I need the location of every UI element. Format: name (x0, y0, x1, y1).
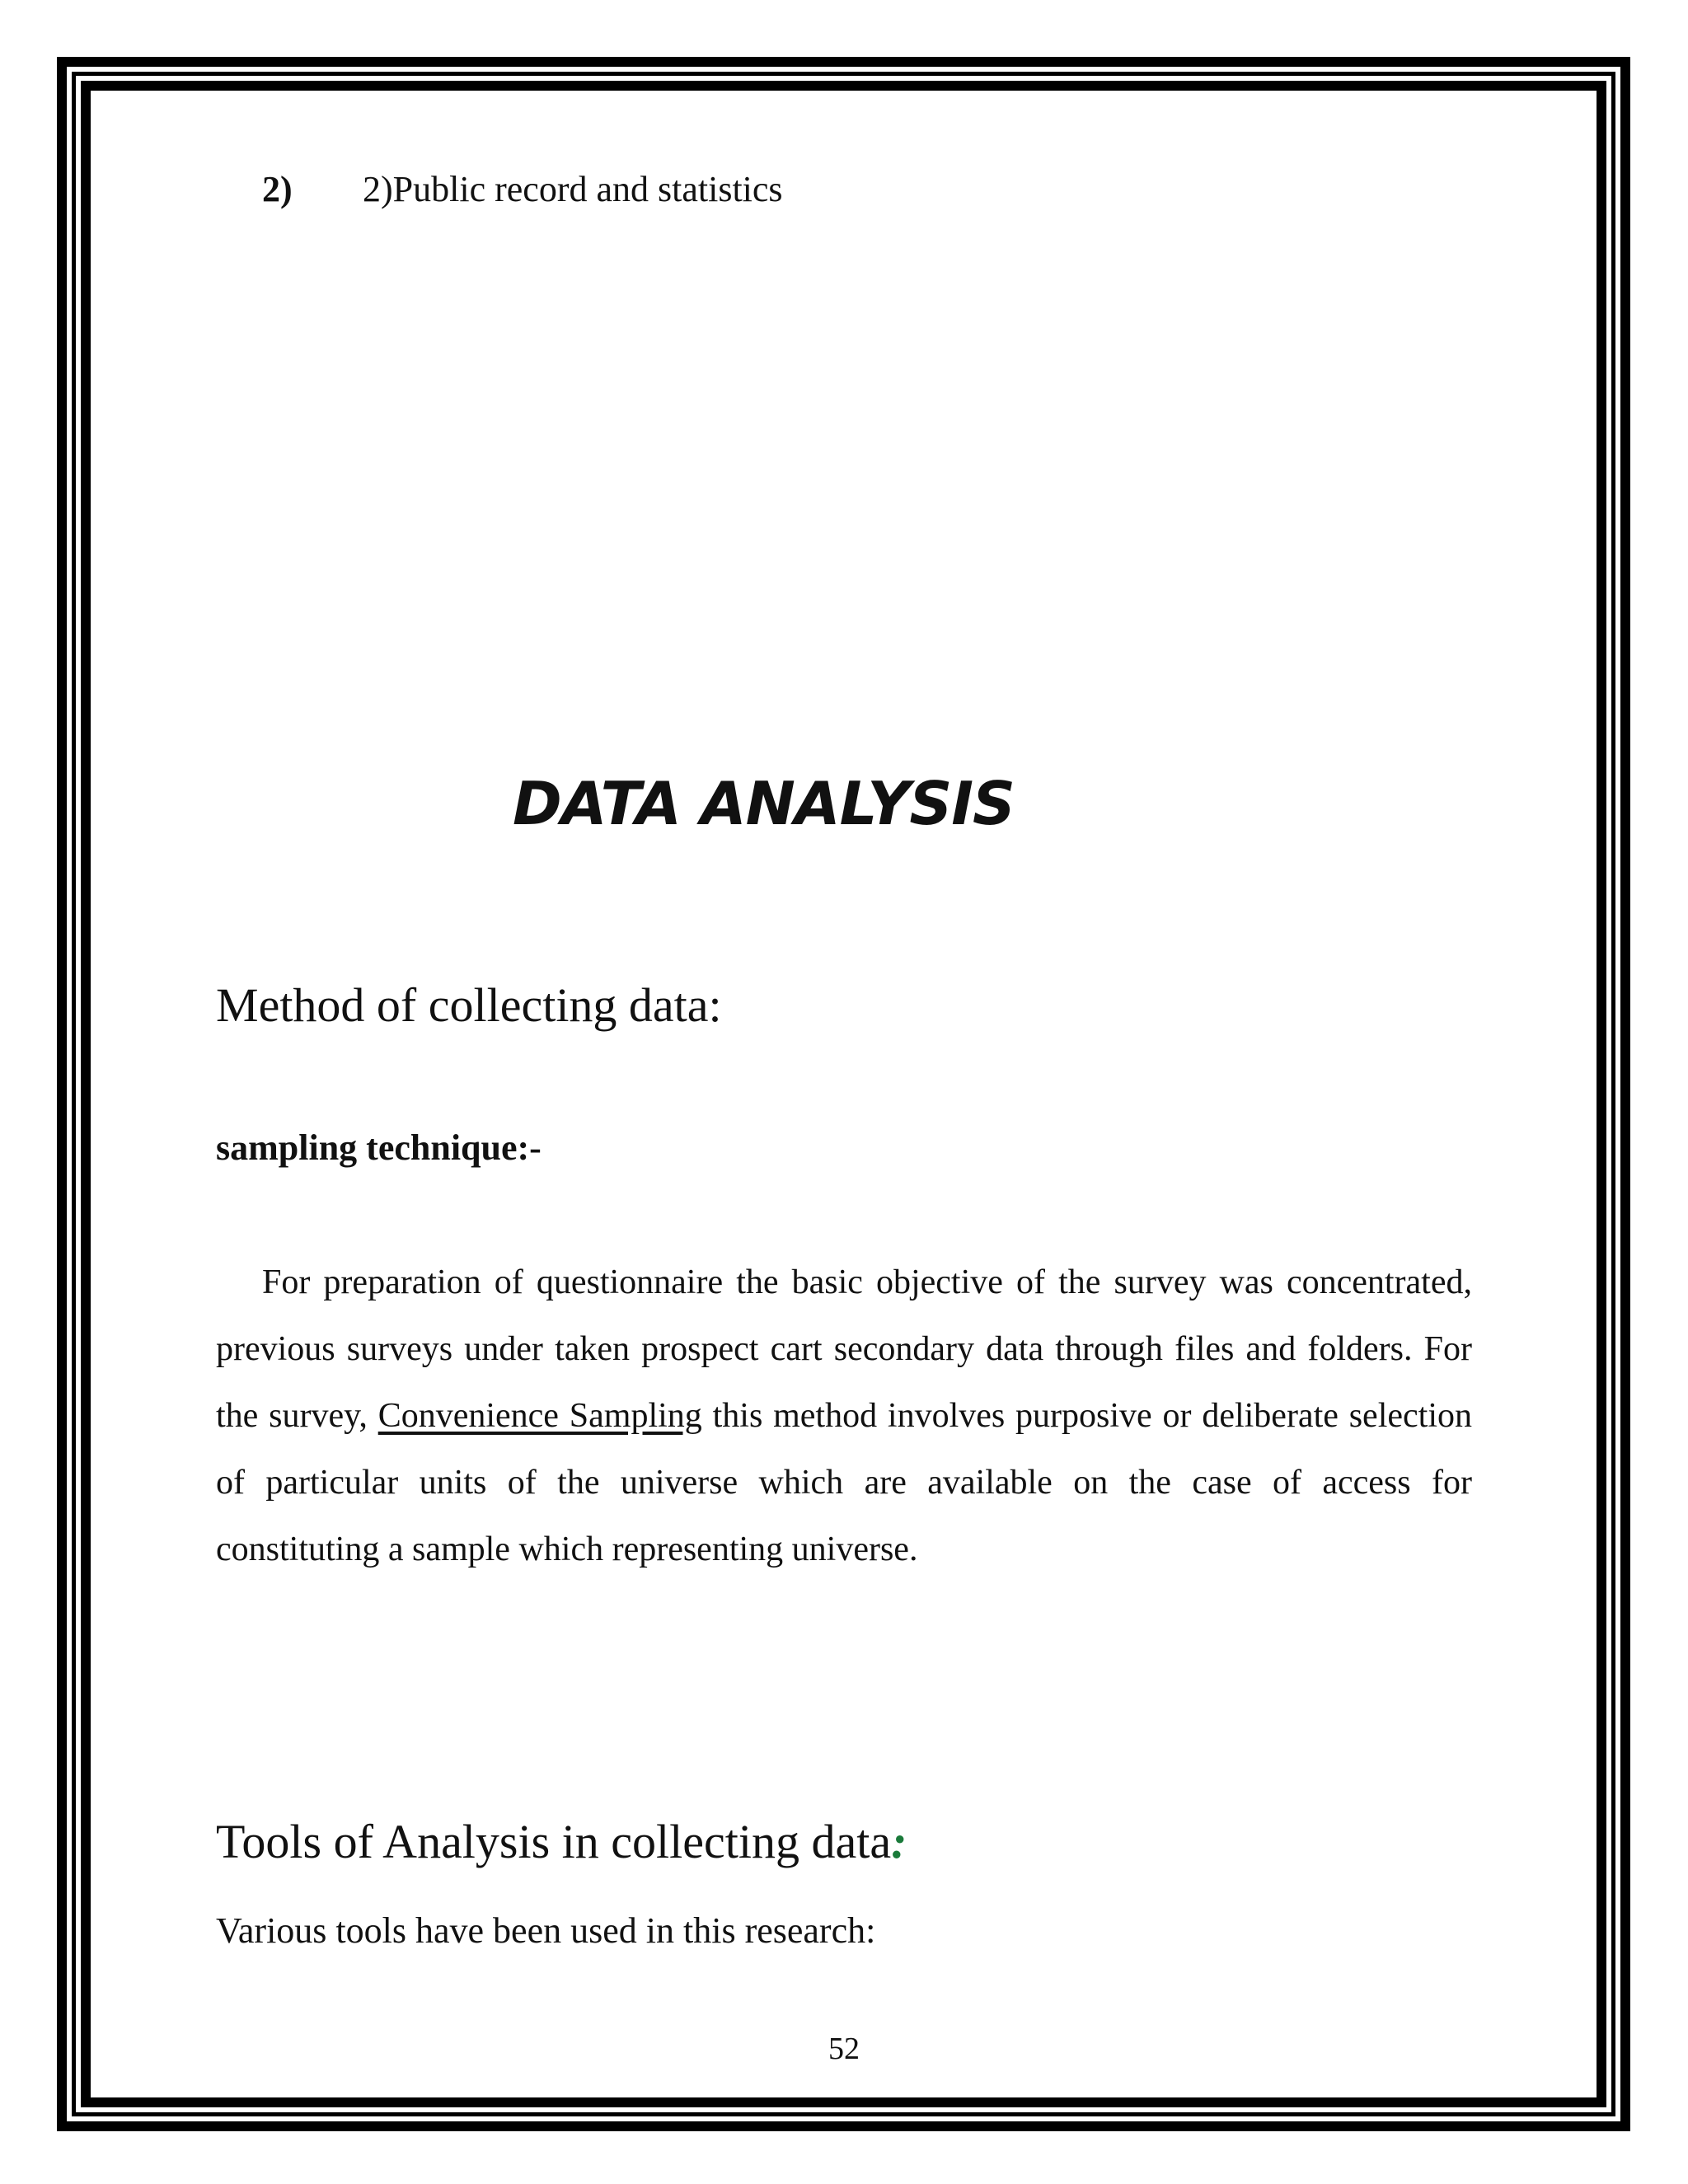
tools-intro-line: Various tools have been used in this research: (216, 1910, 876, 1951)
section-heading-tools (216, 1813, 907, 1871)
paragraph-text-before: For preparation of questionnaire the basic objective of the survey was concentrated, previous surveys under taken prospect cart secondary data through files and folders. For the survey, (216, 1263, 1472, 1435)
list-item-text: 2)Public record and statistics (363, 169, 783, 209)
subheading-sampling-technique: sampling technique:- (216, 1127, 542, 1168)
page-border-inner (81, 81, 1606, 2107)
section-heading-tools-text: Tools of Analysis in collecting data (216, 1815, 892, 1868)
paragraph-text-after: this method involves purposive or deliberate selection of particular units of the universe which are available on the case of access for constituting a sample which representing universe. (216, 1397, 1472, 1568)
section-heading-method: Method of collecting data: (216, 978, 722, 1032)
page-title: DATA ANALYSIS (513, 769, 1015, 838)
body-paragraph (216, 1249, 1472, 1583)
list-item (262, 166, 783, 213)
page-number: 52 (828, 2032, 860, 2066)
heading-colon: : (891, 1815, 907, 1868)
list-item-number: 2) (262, 169, 293, 209)
convenience-sampling-term: Convenience Sampling (377, 1397, 702, 1435)
